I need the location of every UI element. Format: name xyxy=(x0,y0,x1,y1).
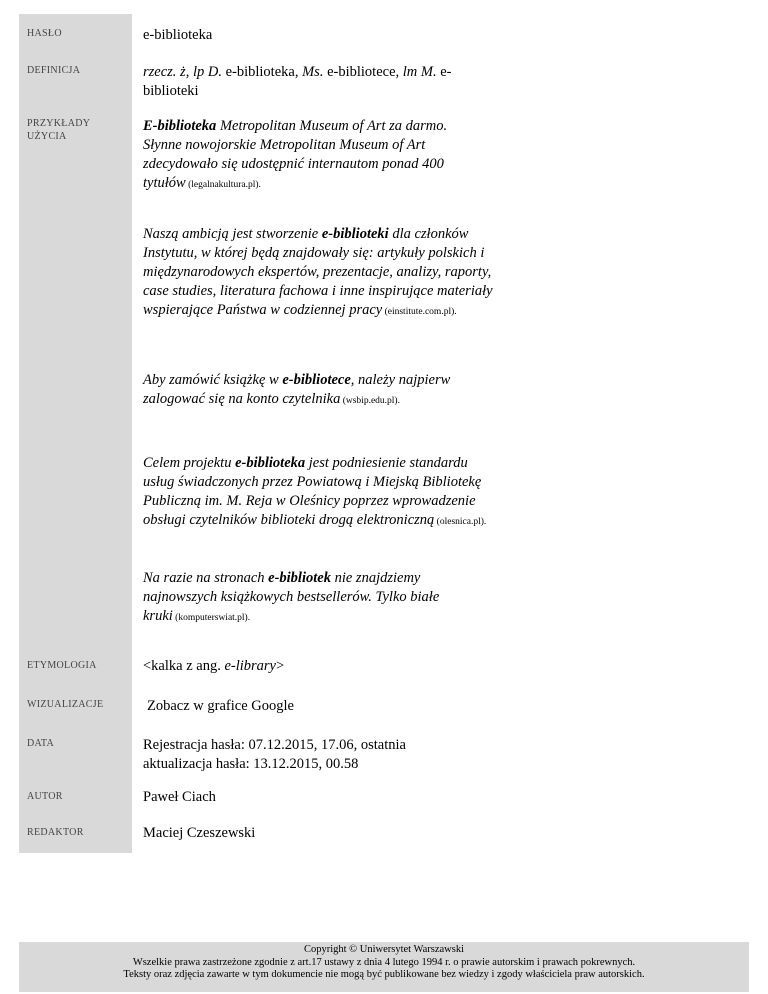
def-gram-2: Ms. xyxy=(302,64,324,80)
def-form-3: e-biblioteki xyxy=(143,64,452,99)
date-update: aktualizacja hasła: 13.12.2015, 00.58 xyxy=(143,756,359,772)
copyright-footer xyxy=(19,942,749,992)
footer-notice: Teksty oraz zdjęcia zawarte w tym dokumencie nie mogą być publikowane bez wiedzy i zgody właściciela praw autorskich. xyxy=(123,969,645,980)
example-3 xyxy=(143,371,488,411)
example-text-pre: Aby zamówić książkę w xyxy=(143,372,283,388)
example-source: (komputerswiat.pl). xyxy=(172,613,251,623)
etymology-pre: <kalka z ang. xyxy=(143,658,225,674)
example-term: e-bibliotek xyxy=(268,570,331,586)
google-images-link[interactable]: Zobacz w grafice Google xyxy=(147,698,294,714)
footer-copyright: Copyright © Uniwersytet Warszawski xyxy=(303,944,465,955)
editor-name: Maciej Czeszewski xyxy=(143,825,256,841)
footer-rights: Wszelkie prawa zastrzeżone zgodnie z art.17 ustawy z dnia 4 lutego 1994 r. o prawie autorskim i prawach pokrewnych. xyxy=(132,956,636,968)
etymology-term: e-library xyxy=(224,658,276,674)
label-przyklady-line1: PRZYKŁADY xyxy=(27,118,91,129)
date-registration: Rejestracja hasła: 07.12.2015, 17.06, ostatnia xyxy=(143,737,406,753)
definition xyxy=(143,63,473,101)
etymology xyxy=(143,657,503,676)
example-text: jest podniesienie standardu usług świadczonych przez Powiatową i Miejską Bibliotekę Publiczną im. M. Reja w Oleśnicy poprzez wprowadzenie obsługi czytelników biblioteki drogą elektroniczną xyxy=(143,455,482,528)
etymology-post: > xyxy=(276,658,285,674)
def-gram-1: rzecz. ż, lp D. xyxy=(143,64,222,80)
example-term: E-biblioteka xyxy=(143,118,217,134)
label-haslo: HASŁO xyxy=(27,28,62,39)
example-source: (wsbip.edu.pl). xyxy=(340,396,400,406)
example-text-pre: Na razie na stronach xyxy=(143,570,269,586)
example-source: (olesnica.pl). xyxy=(434,517,487,527)
label-przyklady-line2: UŻYCIA xyxy=(27,131,67,142)
headword: e-biblioteka xyxy=(143,27,213,43)
label-wizualizacje: WIZUALIZACJE xyxy=(27,699,104,710)
def-form-2: e-bibliotece, xyxy=(323,64,403,80)
label-data: DATA xyxy=(27,738,55,749)
label-autor: AUTOR xyxy=(27,791,63,802)
label-definicja: DEFINICJA xyxy=(27,65,81,76)
example-text: , należy najpierw zalogować się na konto czytelnika xyxy=(143,372,451,407)
example-2 xyxy=(143,225,493,322)
def-form-1: e-biblioteka, xyxy=(221,64,303,80)
example-text-pre: Naszą ambicją jest stworzenie xyxy=(143,226,322,242)
example-term: e-bibliotece xyxy=(282,372,351,388)
example-term: e-biblioteka xyxy=(235,455,306,471)
example-text: dla członków Instytutu, w której będą znajdowały się: artykuły polskich i międzynarodowych ekspertów, prezentacje, analizy, raporty, case studies, literatura fachowa i inne inspirujące materiały wspierające Państwa w codziennej pracy xyxy=(143,226,493,318)
def-gram-3: lm M. xyxy=(402,64,437,80)
label-etymologia: ETYMOLOGIA xyxy=(27,660,97,671)
example-text: Metropolitan Museum of Art za darmo. Słynne nowojorskie Metropolitan Museum of Art zdecydowało się udostępnić internautom ponad 400 tytułów xyxy=(143,118,448,191)
example-term: e-biblioteki xyxy=(321,226,389,242)
date-info xyxy=(143,736,473,774)
author-name: Paweł Ciach xyxy=(143,789,216,805)
example-text-pre: Celem projektu xyxy=(143,455,236,471)
example-4 xyxy=(143,454,493,532)
example-1 xyxy=(143,117,478,195)
example-text: nie znajdziemy najnowszych książkowych bestsellerów. Tylko białe kruki xyxy=(143,570,440,624)
label-przyklady xyxy=(27,117,90,143)
example-source: (einstitute.com.pl). xyxy=(382,307,457,317)
label-redaktor: REDAKTOR xyxy=(27,827,84,838)
example-source: (legalnakultura.pl). xyxy=(185,180,261,190)
example-5 xyxy=(143,569,463,628)
